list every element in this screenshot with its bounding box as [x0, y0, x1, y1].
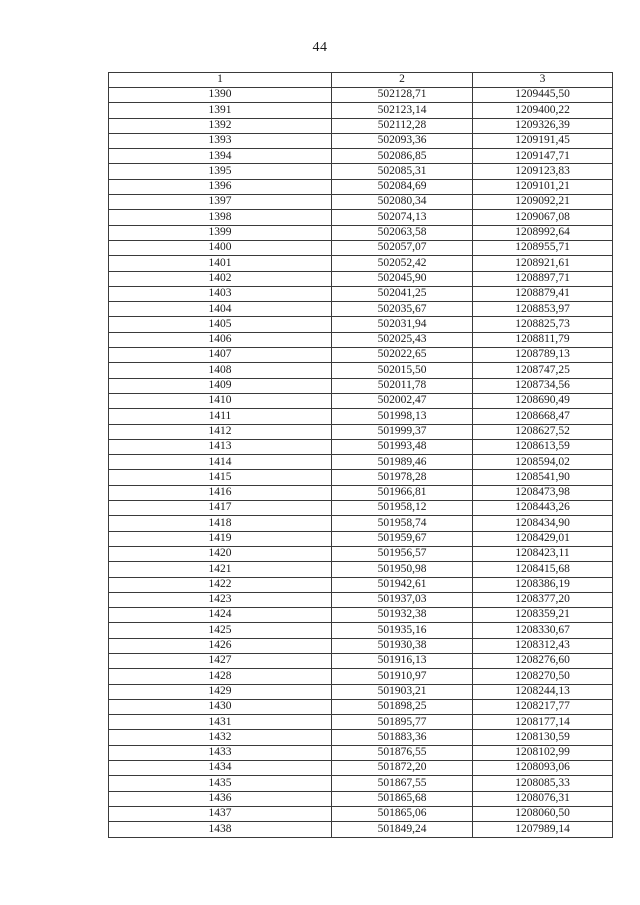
table-row: [109, 531, 613, 546]
table-row: [109, 577, 613, 592]
point-number-cell: 1404: [109, 302, 332, 317]
point-number-cell: 1434: [109, 761, 332, 776]
table-row: [109, 149, 613, 164]
y-coordinate-cell: 1208613,59: [473, 439, 613, 454]
x-coordinate-cell: 501883,36: [332, 730, 473, 745]
point-number-cell: 1429: [109, 684, 332, 699]
y-coordinate-cell: 1208386,19: [473, 577, 613, 592]
x-coordinate-cell: 501849,24: [332, 822, 473, 837]
table-row: [109, 424, 613, 439]
y-coordinate-cell: 1209067,08: [473, 210, 613, 225]
y-coordinate-cell: 1209326,39: [473, 118, 613, 133]
point-number-cell: 1424: [109, 608, 332, 623]
table-row: [109, 669, 613, 684]
point-number-cell: 1426: [109, 638, 332, 653]
x-coordinate-cell: 502123,14: [332, 103, 473, 118]
x-coordinate-cell: 501865,68: [332, 791, 473, 806]
y-coordinate-cell: 1207989,14: [473, 822, 613, 837]
point-number-cell: 1425: [109, 623, 332, 638]
table-row: [109, 195, 613, 210]
table-row: [109, 608, 613, 623]
y-coordinate-cell: 1208921,61: [473, 256, 613, 271]
column-header-point-number: 1: [109, 73, 332, 88]
y-coordinate-cell: 1208897,71: [473, 271, 613, 286]
y-coordinate-cell: 1208276,60: [473, 653, 613, 668]
y-coordinate-cell: 1208734,56: [473, 378, 613, 393]
table-row: [109, 715, 613, 730]
y-coordinate-cell: 1208429,01: [473, 531, 613, 546]
x-coordinate-cell: 502074,13: [332, 210, 473, 225]
y-coordinate-cell: 1208443,26: [473, 501, 613, 516]
point-number-cell: 1407: [109, 348, 332, 363]
x-coordinate-cell: 501937,03: [332, 592, 473, 607]
point-number-cell: 1410: [109, 393, 332, 408]
point-number-cell: 1415: [109, 470, 332, 485]
point-number-cell: 1411: [109, 409, 332, 424]
x-coordinate-cell: 501872,20: [332, 761, 473, 776]
table-row: [109, 378, 613, 393]
point-number-cell: 1395: [109, 164, 332, 179]
point-number-cell: 1398: [109, 210, 332, 225]
point-number-cell: 1420: [109, 546, 332, 561]
y-coordinate-cell: 1209191,45: [473, 133, 613, 148]
y-coordinate-cell: 1209123,83: [473, 164, 613, 179]
y-coordinate-cell: 1208423,11: [473, 546, 613, 561]
x-coordinate-cell: 502035,67: [332, 302, 473, 317]
x-coordinate-cell: 502093,36: [332, 133, 473, 148]
x-coordinate-cell: 501956,57: [332, 546, 473, 561]
x-coordinate-cell: 502002,47: [332, 393, 473, 408]
table-row: [109, 638, 613, 653]
point-number-cell: 1432: [109, 730, 332, 745]
table-row: [109, 623, 613, 638]
x-coordinate-cell: 501910,97: [332, 669, 473, 684]
point-number-cell: 1392: [109, 118, 332, 133]
y-coordinate-cell: 1208177,14: [473, 715, 613, 730]
point-number-cell: 1403: [109, 286, 332, 301]
y-coordinate-cell: 1208330,67: [473, 623, 613, 638]
x-coordinate-cell: 501950,98: [332, 562, 473, 577]
x-coordinate-cell: 501898,25: [332, 699, 473, 714]
x-coordinate-cell: 501978,28: [332, 470, 473, 485]
coordinates-table: [108, 72, 613, 838]
table-row: [109, 240, 613, 255]
y-coordinate-cell: 1208789,13: [473, 348, 613, 363]
table-row: [109, 332, 613, 347]
y-coordinate-cell: 1208594,02: [473, 455, 613, 470]
page-number: 44: [312, 40, 328, 55]
x-coordinate-cell: 502128,71: [332, 88, 473, 103]
x-coordinate-cell: 501989,46: [332, 455, 473, 470]
point-number-cell: 1406: [109, 332, 332, 347]
x-coordinate-cell: 501903,21: [332, 684, 473, 699]
point-number-cell: 1400: [109, 240, 332, 255]
table-body: [109, 88, 613, 838]
point-number-cell: 1430: [109, 699, 332, 714]
point-number-cell: 1390: [109, 88, 332, 103]
y-coordinate-cell: 1209400,22: [473, 103, 613, 118]
x-coordinate-cell: 501966,81: [332, 485, 473, 500]
y-coordinate-cell: 1208853,97: [473, 302, 613, 317]
table-row: [109, 730, 613, 745]
point-number-cell: 1391: [109, 103, 332, 118]
x-coordinate-cell: 501942,61: [332, 577, 473, 592]
x-coordinate-cell: 501998,13: [332, 409, 473, 424]
x-coordinate-cell: 501867,55: [332, 776, 473, 791]
y-coordinate-cell: 1208270,50: [473, 669, 613, 684]
point-number-cell: 1413: [109, 439, 332, 454]
column-header-x: 2: [332, 73, 473, 88]
y-coordinate-cell: 1208415,68: [473, 562, 613, 577]
table-row: [109, 409, 613, 424]
y-coordinate-cell: 1208130,59: [473, 730, 613, 745]
point-number-cell: 1433: [109, 745, 332, 760]
y-coordinate-cell: 1208076,31: [473, 791, 613, 806]
table-row: [109, 455, 613, 470]
table-row: [109, 164, 613, 179]
x-coordinate-cell: 501932,38: [332, 608, 473, 623]
point-number-cell: 1436: [109, 791, 332, 806]
y-coordinate-cell: 1209092,21: [473, 195, 613, 210]
table-row: [109, 210, 613, 225]
x-coordinate-cell: 501865,06: [332, 806, 473, 821]
y-coordinate-cell: 1208879,41: [473, 286, 613, 301]
table-row: [109, 592, 613, 607]
point-number-cell: 1414: [109, 455, 332, 470]
table-row: [109, 271, 613, 286]
x-coordinate-cell: 501876,55: [332, 745, 473, 760]
point-number-cell: 1405: [109, 317, 332, 332]
point-number-cell: 1394: [109, 149, 332, 164]
x-coordinate-cell: 502063,58: [332, 225, 473, 240]
table-row: [109, 88, 613, 103]
x-coordinate-cell: 501958,12: [332, 501, 473, 516]
x-coordinate-cell: 502086,85: [332, 149, 473, 164]
y-coordinate-cell: 1208434,90: [473, 516, 613, 531]
point-number-cell: 1437: [109, 806, 332, 821]
table-row: [109, 103, 613, 118]
point-number-cell: 1401: [109, 256, 332, 271]
table-row: [109, 470, 613, 485]
x-coordinate-cell: 502057,07: [332, 240, 473, 255]
y-coordinate-cell: 1208060,50: [473, 806, 613, 821]
point-number-cell: 1435: [109, 776, 332, 791]
table-row: [109, 653, 613, 668]
y-coordinate-cell: 1208359,21: [473, 608, 613, 623]
table-row: [109, 699, 613, 714]
x-coordinate-cell: 501895,77: [332, 715, 473, 730]
table-row: [109, 776, 613, 791]
x-coordinate-cell: 501999,37: [332, 424, 473, 439]
point-number-cell: 1408: [109, 363, 332, 378]
table-row: [109, 684, 613, 699]
point-number-cell: 1427: [109, 653, 332, 668]
table-row: [109, 546, 613, 561]
point-number-cell: 1438: [109, 822, 332, 837]
y-coordinate-cell: 1208312,43: [473, 638, 613, 653]
point-number-cell: 1412: [109, 424, 332, 439]
x-coordinate-cell: 501930,38: [332, 638, 473, 653]
x-coordinate-cell: 502080,34: [332, 195, 473, 210]
x-coordinate-cell: 502015,50: [332, 363, 473, 378]
table-row: [109, 745, 613, 760]
table-row: [109, 256, 613, 271]
y-coordinate-cell: 1208668,47: [473, 409, 613, 424]
x-coordinate-cell: 502085,31: [332, 164, 473, 179]
point-number-cell: 1396: [109, 179, 332, 194]
y-coordinate-cell: 1208473,98: [473, 485, 613, 500]
x-coordinate-cell: 502031,94: [332, 317, 473, 332]
point-number-cell: 1399: [109, 225, 332, 240]
y-coordinate-cell: 1208747,25: [473, 363, 613, 378]
point-number-cell: 1418: [109, 516, 332, 531]
table-row: [109, 791, 613, 806]
point-number-cell: 1421: [109, 562, 332, 577]
table-row: [109, 179, 613, 194]
table-row: [109, 516, 613, 531]
y-coordinate-cell: 1208085,33: [473, 776, 613, 791]
point-number-cell: 1422: [109, 577, 332, 592]
point-number-cell: 1419: [109, 531, 332, 546]
point-number-cell: 1417: [109, 501, 332, 516]
y-coordinate-cell: 1208093,06: [473, 761, 613, 776]
table-row: [109, 363, 613, 378]
table-row: [109, 225, 613, 240]
x-coordinate-cell: 502045,90: [332, 271, 473, 286]
y-coordinate-cell: 1208102,99: [473, 745, 613, 760]
x-coordinate-cell: 502022,65: [332, 348, 473, 363]
y-coordinate-cell: 1209101,21: [473, 179, 613, 194]
table-row: [109, 302, 613, 317]
y-coordinate-cell: 1208217,77: [473, 699, 613, 714]
table-row: [109, 393, 613, 408]
x-coordinate-cell: 501993,48: [332, 439, 473, 454]
y-coordinate-cell: 1208825,73: [473, 317, 613, 332]
point-number-cell: 1397: [109, 195, 332, 210]
point-number-cell: 1402: [109, 271, 332, 286]
y-coordinate-cell: 1208992,64: [473, 225, 613, 240]
y-coordinate-cell: 1209445,50: [473, 88, 613, 103]
y-coordinate-cell: 1208377,20: [473, 592, 613, 607]
y-coordinate-cell: 1209147,71: [473, 149, 613, 164]
table-row: [109, 806, 613, 821]
point-number-cell: 1431: [109, 715, 332, 730]
table-row: [109, 118, 613, 133]
x-coordinate-cell: 502041,25: [332, 286, 473, 301]
y-coordinate-cell: 1208244,13: [473, 684, 613, 699]
y-coordinate-cell: 1208811,79: [473, 332, 613, 347]
point-number-cell: 1416: [109, 485, 332, 500]
table-row: [109, 286, 613, 301]
x-coordinate-cell: 502052,42: [332, 256, 473, 271]
table-header-row: [109, 73, 613, 88]
x-coordinate-cell: 501958,74: [332, 516, 473, 531]
table-row: [109, 501, 613, 516]
table-row: [109, 348, 613, 363]
table-row: [109, 485, 613, 500]
column-header-y: 3: [473, 73, 613, 88]
x-coordinate-cell: 502025,43: [332, 332, 473, 347]
y-coordinate-cell: 1208541,90: [473, 470, 613, 485]
x-coordinate-cell: 502084,69: [332, 179, 473, 194]
point-number-cell: 1423: [109, 592, 332, 607]
x-coordinate-cell: 501935,16: [332, 623, 473, 638]
table-row: [109, 439, 613, 454]
table-row: [109, 317, 613, 332]
y-coordinate-cell: 1208690,49: [473, 393, 613, 408]
point-number-cell: 1409: [109, 378, 332, 393]
table-row: [109, 822, 613, 837]
point-number-cell: 1393: [109, 133, 332, 148]
x-coordinate-cell: 501959,67: [332, 531, 473, 546]
x-coordinate-cell: 502112,28: [332, 118, 473, 133]
point-number-cell: 1428: [109, 669, 332, 684]
table-row: [109, 133, 613, 148]
table-row: [109, 562, 613, 577]
y-coordinate-cell: 1208627,52: [473, 424, 613, 439]
x-coordinate-cell: 501916,13: [332, 653, 473, 668]
y-coordinate-cell: 1208955,71: [473, 240, 613, 255]
x-coordinate-cell: 502011,78: [332, 378, 473, 393]
table-row: [109, 761, 613, 776]
